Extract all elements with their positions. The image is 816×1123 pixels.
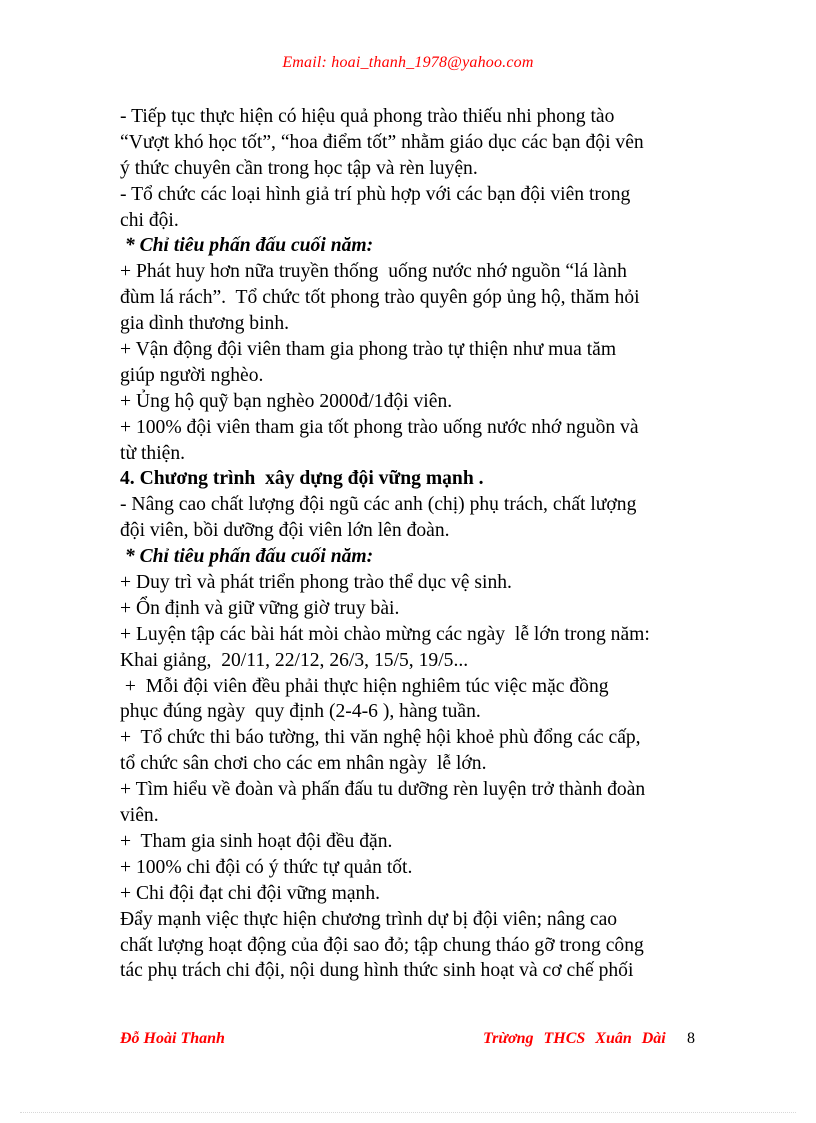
text-line: + Ủng hộ quỹ bạn nghèo 2000đ/1đội viên. xyxy=(120,390,453,412)
text-line: “Vượt khó học tốt”, “hoa điểm tốt” nhằm giáo dục các bạn đội vên xyxy=(120,131,644,153)
text-line: phục đúng ngày quy định (2-4-6 ), hàng tuần. xyxy=(120,701,481,723)
text-line: tổ chức sân chơi cho các em nhân ngày lễ lớn. xyxy=(120,753,487,775)
text-line: giúp người nghèo. xyxy=(120,364,264,386)
text-line: tác phụ trách chi đội, nội dung hình thức sinh hoạt và cơ chế phối xyxy=(120,960,634,982)
text-line: - Tiếp tục thực hiện có hiệu quả phong trào thiếu nhi phong tào xyxy=(120,106,615,127)
subheading: * Chỉ tiêu phấn đấu cuối năm: xyxy=(120,546,374,568)
text-line: ý thức chuyên cần trong học tập và rèn luyện. xyxy=(120,157,478,179)
text-line: - Nâng cao chất lượng đội ngũ các anh (chị) phụ trách, chất lượng xyxy=(120,494,637,516)
text-line: từ thiện. xyxy=(120,442,186,464)
footer-author: Đỗ Hoài Thanh xyxy=(120,1030,225,1047)
text-line: + 100% đội viên tham gia tốt phong trào uống nước nhớ nguồn và xyxy=(120,416,639,438)
text-line: + Mỗi đội viên đều phải thực hiện nghiêm túc việc mặc đồng xyxy=(120,675,609,697)
text-line: Khai giảng, 20/11, 22/12, 26/3, 15/5, 19/5... xyxy=(120,649,469,671)
text-line: - Tổ chức các loại hình giả trí phù hợp với các bạn đội viên trong xyxy=(120,183,631,205)
subheading: * Chỉ tiêu phấn đấu cuối năm: xyxy=(120,235,374,257)
page-number: 8 xyxy=(687,1030,695,1047)
document-body xyxy=(120,104,710,984)
text-line: viên. xyxy=(120,805,159,827)
page-bottom-divider xyxy=(20,1112,796,1113)
text-line: + Phát huy hơn nữa truyền thống uống nước nhớ nguồn “lá lành xyxy=(120,261,627,283)
text-line: + Luyện tập các bài hát mòi chào mừng các ngày lễ lớn trong năm: xyxy=(120,623,650,645)
text-line: + 100% chi đội có ý thức tự quản tốt. xyxy=(120,856,413,878)
text-line: + Vận động đội viên tham gia phong trào tự thiện như mua tăm xyxy=(120,339,617,361)
text-line: + Tổ chức thi báo tường, thi văn nghệ hội khoẻ phù đổng các cấp, xyxy=(120,727,641,749)
section-heading: 4. Chương trình xây dựng đội vững mạnh . xyxy=(120,468,484,490)
text-line: đội viên, bồi dưỡng đội viên lớn lên đoàn. xyxy=(120,520,450,542)
header-email: Email: hoai_thanh_1978@yahoo.com xyxy=(282,54,534,71)
text-line: + Duy trì và phát triển phong trào thể dục vệ sinh. xyxy=(120,572,512,594)
text-line: chi đội. xyxy=(120,209,179,231)
text-line: gia dình thương binh. xyxy=(120,313,290,335)
footer-school: Trừơng THCS Xuân Dài xyxy=(483,1030,666,1047)
text-line: + Ổn định và giữ vững giờ truy bài. xyxy=(120,597,400,619)
text-line: Đẩy mạnh việc thực hiện chương trình dự bị đội viên; nâng cao xyxy=(120,908,618,930)
text-line: + Tham gia sinh hoạt đội đều đặn. xyxy=(120,830,393,852)
text-line: chất lượng hoạt động của đội sao đỏ; tập chung tháo gỡ trong công xyxy=(120,934,644,956)
text-line: đùm lá rách”. Tổ chức tốt phong trào quyên góp ủng hộ, thăm hỏi xyxy=(120,287,640,309)
text-line: + Chi đội đạt chi đội vững mạnh. xyxy=(120,882,381,904)
text-line: + Tìm hiểu về đoàn và phấn đấu tu dưỡng rèn luyện trở thành đoàn xyxy=(120,779,646,801)
